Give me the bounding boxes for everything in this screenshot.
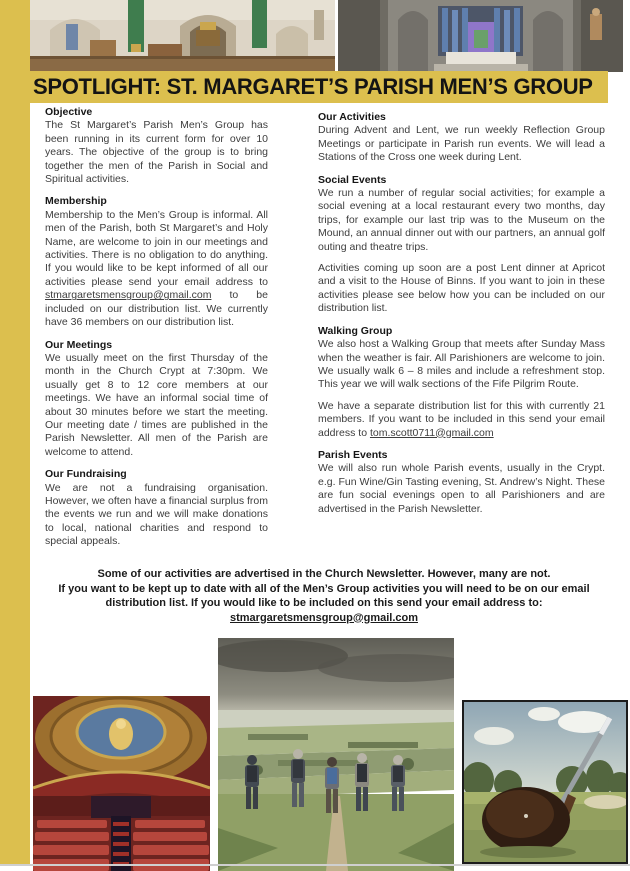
section-paragraph: We are not a fundraising organisation. However, we often have a financial surplus from the events we run and we will make donations to local, national charities and respond to special appeals.: [45, 481, 268, 548]
paragraph-text: Membership to the Men’s Group is informal. All men of the Parish, both St Margaret’s and Holy Name, are welcome to join in our meetings and activities. There is no obligation to do anything. If you would like to be kept informed of all our activities please send your email address to: [45, 208, 268, 288]
header-photo-church-right: [338, 0, 623, 72]
church-right-illustration: [338, 0, 623, 72]
footer-line-1: Some of our activities are advertised in the Church Newsletter. However, many are not.: [97, 568, 551, 580]
footer-line-2: If you want to be kept up to date with all of the Men’s Group activities you will need to be on our email distribution list. If you would like to be included on this send your email address to:: [58, 582, 590, 609]
walking-illustration: [218, 638, 454, 871]
left-accent-strip: [0, 0, 30, 865]
footer-email-link[interactable]: stmargaretsmensgroup@gmail.com: [230, 611, 418, 624]
section-paragraph: We run a number of regular social activities; for example a social evening at a local restaurant every two months, day trips, for example our last trip was to the Museum on the Mound, an annual dinner out with our partners, an annual golf outing and theatre trips.: [318, 187, 605, 253]
section-heading: Walking Group: [318, 324, 393, 337]
theatre-illustration: [33, 696, 210, 871]
section-paragraph: During Advent and Lent, we run weekly Reflection Group Meetings or participate in Parish run events. We will lead a Stations of the Cross one week during Lent.: [318, 124, 605, 164]
section-heading: Parish Events: [318, 448, 388, 461]
left-column: [45, 106, 268, 549]
footer-note: [40, 567, 608, 625]
photo-theatre: [33, 696, 210, 871]
section-paragraph: We usually meet on the first Thursday of the month in the Church Crypt at 7:30pm. We usually get 8 to 12 core members at our meetings. We have an informal social time of about 30 minutes before we start the meeting. Our meeting date / times are published in the Parish Newsletter. All men of the Parish are welcome to attend.: [45, 351, 268, 458]
header-photo-church-left: [30, 0, 335, 72]
section-heading: Our Meetings: [45, 338, 113, 351]
section-objective: [45, 106, 268, 186]
section-paragraph: Activities coming up soon are a post Lent dinner at Apricot and a visit to the House of Binns. If you want to join in these activities please see below how you can be included on our distribution list.: [318, 262, 605, 315]
photo-golf-club: [462, 700, 628, 864]
section-heading: Our Fundraising: [45, 468, 127, 481]
section-social-events: [318, 174, 605, 316]
section-paragraph: [45, 209, 268, 330]
page-title: SPOTLIGHT: ST. MARGARET’S PARISH MEN’S GROUP: [33, 74, 593, 99]
page-bottom-rule: [0, 864, 630, 866]
section-heading: Objective: [45, 106, 93, 118]
section-our-meetings: [45, 339, 268, 460]
golf-illustration: [464, 702, 626, 862]
membership-email-link[interactable]: stmargaretsmensgroup@gmail.com: [45, 289, 212, 302]
walking-group-email-link[interactable]: tom.scott0711@gmail.com: [369, 426, 494, 439]
section-paragraph: The St Margaret’s Parish Men’s Group has been running in its current form for over 10 years. The objective of the group is to bring together the men of the Parish in Social and Spiritual activities.: [45, 119, 268, 186]
title-banner: [0, 71, 608, 103]
paragraph-text: We have a separate distribution list for this with currently 21 members. If you want to be included in this send your email address to: [318, 399, 605, 439]
section-walking-group: [318, 325, 605, 440]
section-heading: Social Events: [318, 173, 387, 186]
section-parish-events: [318, 449, 605, 516]
section-our-fundraising: [45, 468, 268, 548]
church-left-illustration: [30, 0, 335, 72]
section-paragraph: We also host a Walking Group that meets after Sunday Mass when the weather is fair. All Parishioners are welcome to join. We usually walk 6 – 8 miles and include a refreshment stop. This year we will walk sections of the Fife Pilgrim Route.: [318, 338, 605, 391]
section-our-activities: [318, 111, 605, 165]
section-paragraph: [318, 400, 605, 440]
section-paragraph: We will also run whole Parish events, usually in the Crypt. e.g. Fun Wine/Gin Tasting evening, St. Andrew’s Night. These are fun social evenings open to all Parishioners and are advertised in the Parish Newsletter.: [318, 462, 605, 515]
paragraph-text: to be included on our distribution list. We currently have 36 members on our distribution list.: [45, 289, 268, 329]
photo-walking-group: [218, 638, 454, 871]
section-heading: Our Activities: [318, 111, 386, 123]
right-column: [318, 111, 605, 516]
section-heading: Membership: [45, 195, 107, 208]
section-membership: [45, 195, 268, 329]
